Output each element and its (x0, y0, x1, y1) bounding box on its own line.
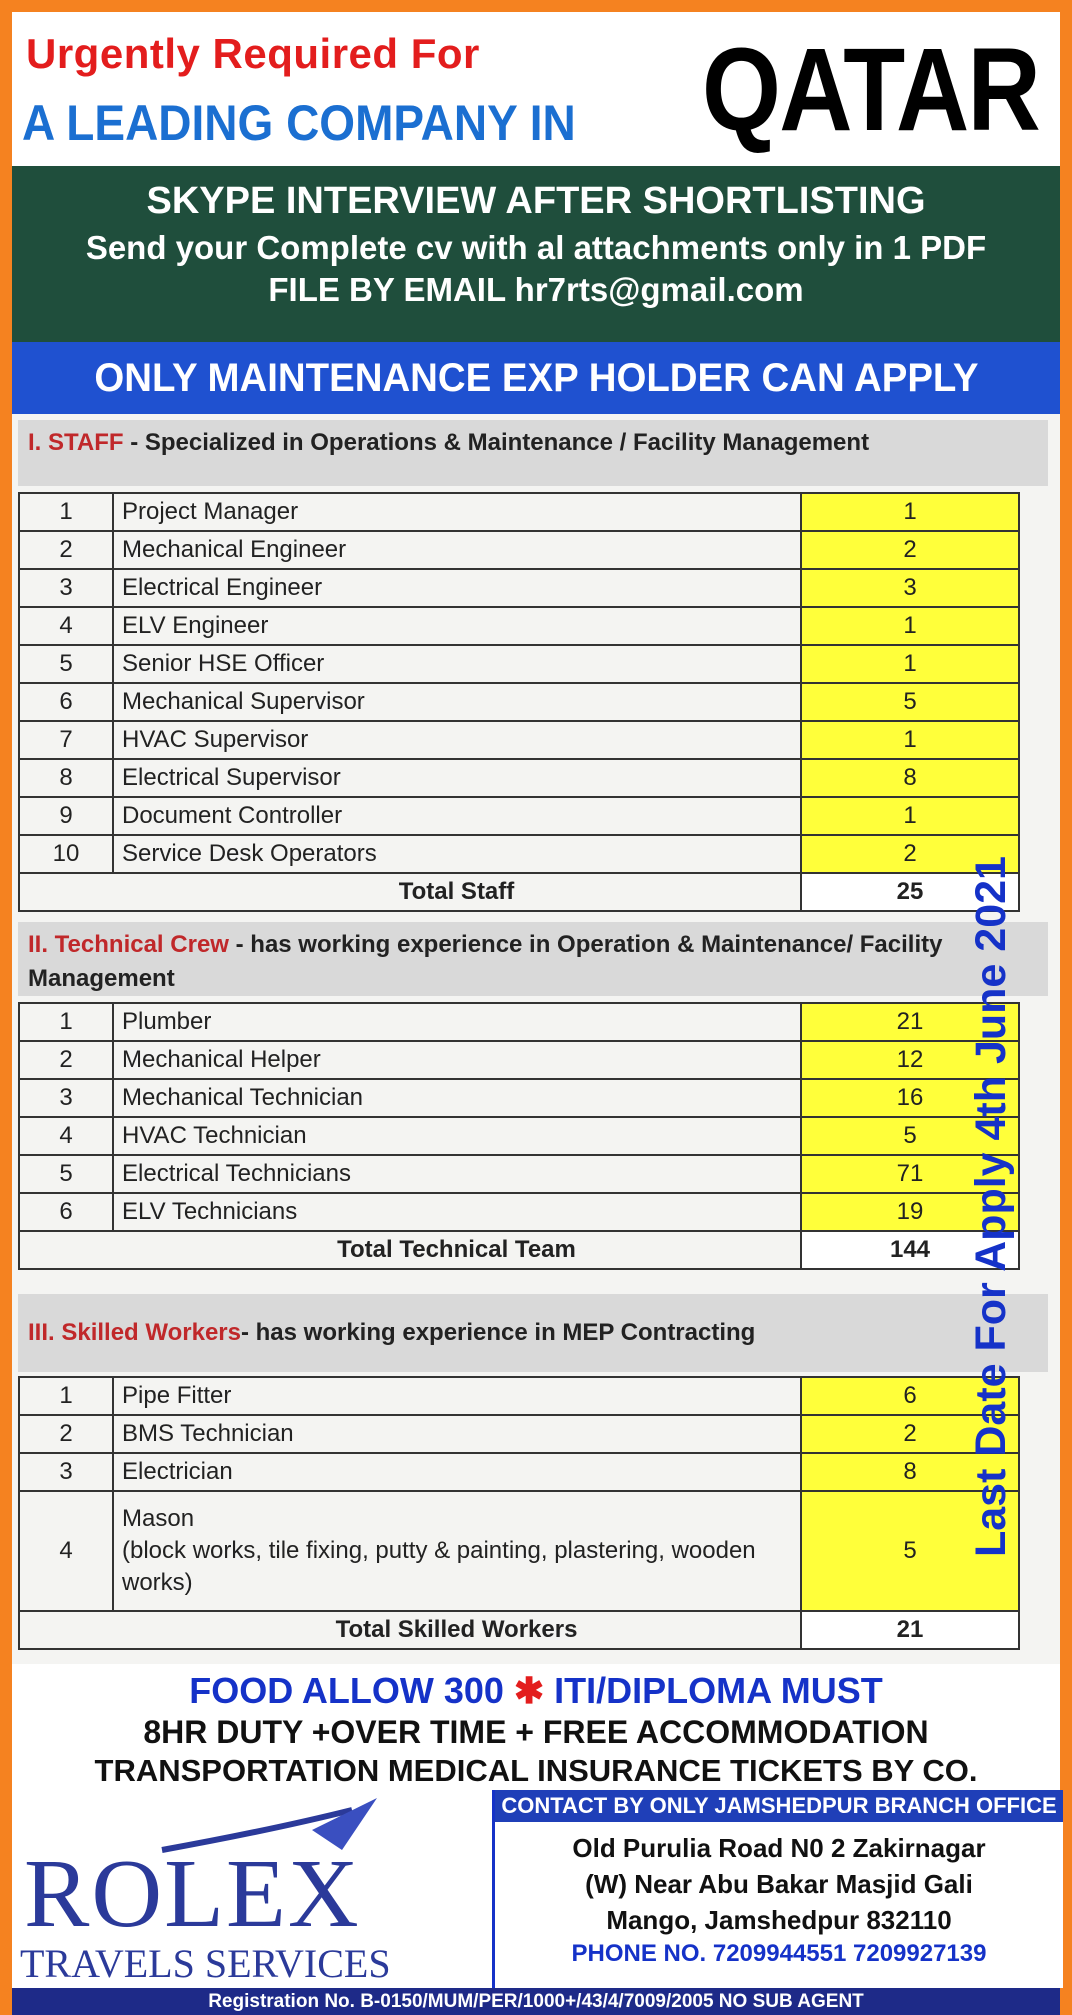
position-qty: 2 (801, 835, 1019, 873)
position-name: Service Desk Operators (113, 835, 801, 873)
table-row (19, 1193, 1019, 1231)
table-row (19, 569, 1019, 607)
table-row (19, 1117, 1019, 1155)
benefits-panel (12, 1664, 1060, 1790)
position-name: BMS Technician (113, 1415, 801, 1453)
position-name: Document Controller (113, 797, 801, 835)
row-number: 6 (19, 1193, 113, 1231)
table-row (19, 835, 1019, 873)
position-qty: 1 (801, 645, 1019, 683)
section-heading-staff (18, 420, 1048, 486)
position-qty: 1 (801, 721, 1019, 759)
position-name: Plumber (113, 1003, 801, 1041)
total-row (19, 1231, 1019, 1269)
position-qty: 16 (801, 1079, 1019, 1117)
qualification: ITI/DIPLOMA MUST (554, 1670, 883, 1711)
row-number: 5 (19, 1155, 113, 1193)
position-name: Mechanical Technician (113, 1079, 801, 1117)
position-qty: 1 (801, 493, 1019, 531)
table-row (19, 1155, 1019, 1193)
table-row (19, 1491, 1019, 1611)
section-title: I. STAFF (28, 429, 124, 456)
table-row (19, 645, 1019, 683)
row-number: 4 (19, 1117, 113, 1155)
total-label: Total Staff (113, 873, 801, 911)
contact-panel (492, 1790, 1063, 1988)
position-qty: 6 (801, 1377, 1019, 1415)
position-name: Mechanical Supervisor (113, 683, 801, 721)
section-description: - has working experience in MEP Contracting (240, 1319, 756, 1346)
row-number: 3 (19, 569, 113, 607)
row-number: 4 (19, 1491, 113, 1611)
maple-leaf-icon: ✱ (513, 1670, 545, 1711)
table-row (19, 1415, 1019, 1453)
contact-heading: CONTACT BY ONLY JAMSHEDPUR BRANCH OFFICE (495, 1790, 1063, 1822)
position-name: Pipe Fitter (113, 1377, 801, 1415)
table-row (19, 531, 1019, 569)
table-row (19, 607, 1019, 645)
position-qty: 2 (801, 531, 1019, 569)
position-name: Mechanical Engineer (113, 531, 801, 569)
section-title: II. Technical Crew (28, 931, 229, 958)
row-number: 2 (19, 1041, 113, 1079)
total-value: 25 (801, 873, 1019, 911)
email-line: FILE BY EMAIL hr7rts@gmail.com (268, 271, 804, 308)
row-number: 10 (19, 835, 113, 873)
total-value: 21 (801, 1611, 1019, 1649)
position-qty: 19 (801, 1193, 1019, 1231)
logo-subtitle: TRAVELS SERVICES (20, 1941, 391, 1986)
table-row (19, 1453, 1019, 1491)
registration-bar: Registration No. B-0150/MUM/PER/1000+/43/4/7009/2005 NO SUB AGENT (12, 1988, 1060, 2015)
row-number: 7 (19, 721, 113, 759)
logo-name: ROLEX (24, 1840, 361, 1948)
table-row (19, 1377, 1019, 1415)
notice-text: ONLY MAINTENANCE EXP HOLDER CAN APPLY (93, 356, 979, 400)
table-row (19, 1003, 1019, 1041)
position-name: Electrician (113, 1453, 801, 1491)
skilled-table (18, 1376, 1020, 1650)
staff-table (18, 492, 1020, 912)
total-spacer (19, 1611, 113, 1649)
table-row (19, 683, 1019, 721)
position-name: HVAC Technician (113, 1117, 801, 1155)
section-title: III. Skilled Workers (28, 1319, 241, 1346)
notice-banner (12, 342, 1060, 414)
cv-instruction: Send your Complete cv with al attachments only in 1 PDF (85, 229, 987, 266)
technical-table (18, 1002, 1020, 1270)
position-name: Project Manager (113, 493, 801, 531)
header (12, 12, 1060, 166)
position-qty: 1 (801, 607, 1019, 645)
row-number: 1 (19, 493, 113, 531)
position-qty: 3 (801, 569, 1019, 607)
total-value: 144 (801, 1231, 1019, 1269)
position-name: Electrical Supervisor (113, 759, 801, 797)
position-name: Electrical Engineer (113, 569, 801, 607)
position-qty: 2 (801, 1415, 1019, 1453)
table-row (19, 493, 1019, 531)
position-qty: 5 (801, 683, 1019, 721)
position-qty: 71 (801, 1155, 1019, 1193)
row-number: 8 (19, 759, 113, 797)
total-label: Total Skilled Workers (113, 1611, 801, 1649)
deadline-text: Last Date For Apply 4th June 2021 (967, 856, 1015, 1557)
total-spacer (19, 873, 113, 911)
row-number: 2 (19, 531, 113, 569)
address-line: Mango, Jamshedpur 832110 (606, 1905, 952, 1935)
row-number: 3 (19, 1079, 113, 1117)
company-heading: A LEADING COMPANY IN (22, 95, 576, 151)
position-qty: 1 (801, 797, 1019, 835)
position-name: HVAC Supervisor (113, 721, 801, 759)
table-row (19, 721, 1019, 759)
food-allowance: FOOD ALLOW 300 (189, 1670, 504, 1711)
position-name: ELV Engineer (113, 607, 801, 645)
row-number: 2 (19, 1415, 113, 1453)
phone-numbers: PHONE NO. 7209944551 7209927139 (571, 1940, 987, 1967)
section-description: - Specialized in Operations & Maintenance / Facility Management (123, 429, 870, 456)
row-number: 6 (19, 683, 113, 721)
interview-line: SKYPE INTERVIEW AFTER SHORTLISTING (146, 180, 926, 222)
position-qty: 21 (801, 1003, 1019, 1041)
position-name: Electrical Technicians (113, 1155, 801, 1193)
table-row (19, 1079, 1019, 1117)
benefits-line-3: TRANSPORTATION MEDICAL INSURANCE TICKETS BY CO. (94, 1753, 978, 1788)
company-logo (12, 1790, 490, 1988)
section-description: - has working experience in Operation & Maintenance/ Facility Management (28, 931, 943, 992)
row-number: 1 (19, 1003, 113, 1041)
table-row (19, 1041, 1019, 1079)
row-number: 5 (19, 645, 113, 683)
position-qty: 5 (801, 1491, 1019, 1611)
country-heading: QATAR (702, 24, 1040, 156)
urgent-heading: Urgently Required For (26, 30, 480, 77)
position-name (113, 1491, 801, 1611)
address-line: (W) Near Abu Bakar Masjid Gali (585, 1869, 973, 1899)
total-spacer (19, 1231, 113, 1269)
benefits-line-2: 8HR DUTY +OVER TIME + FREE ACCOMMODATION (143, 1714, 929, 1750)
interview-banner (12, 166, 1060, 342)
total-row (19, 1611, 1019, 1649)
vacancy-table-area (12, 414, 1060, 1664)
position-name: Senior HSE Officer (113, 645, 801, 683)
section-heading-technical (18, 922, 1048, 996)
position-qty: 8 (801, 1453, 1019, 1491)
benefits-line-1 (12, 1670, 1060, 1712)
table-row (19, 759, 1019, 797)
row-number: 1 (19, 1377, 113, 1415)
row-number: 3 (19, 1453, 113, 1491)
address (495, 1830, 1063, 1938)
position-detail: (block works, tile fixing, putty & painting, plastering, wooden works) (122, 1537, 756, 1596)
position-qty: 5 (801, 1117, 1019, 1155)
position-qty: 12 (801, 1041, 1019, 1079)
poster (12, 12, 1060, 2012)
position-name: Mechanical Helper (113, 1041, 801, 1079)
table-row (19, 797, 1019, 835)
section-heading-skilled (18, 1294, 1048, 1372)
total-row (19, 873, 1019, 911)
position-title: Mason (122, 1505, 195, 1532)
position-name: ELV Technicians (113, 1193, 801, 1231)
address-line: Old Purulia Road N0 2 Zakirnagar (572, 1833, 986, 1863)
row-number: 4 (19, 607, 113, 645)
row-number: 9 (19, 797, 113, 835)
total-label: Total Technical Team (113, 1231, 801, 1269)
position-qty: 8 (801, 759, 1019, 797)
